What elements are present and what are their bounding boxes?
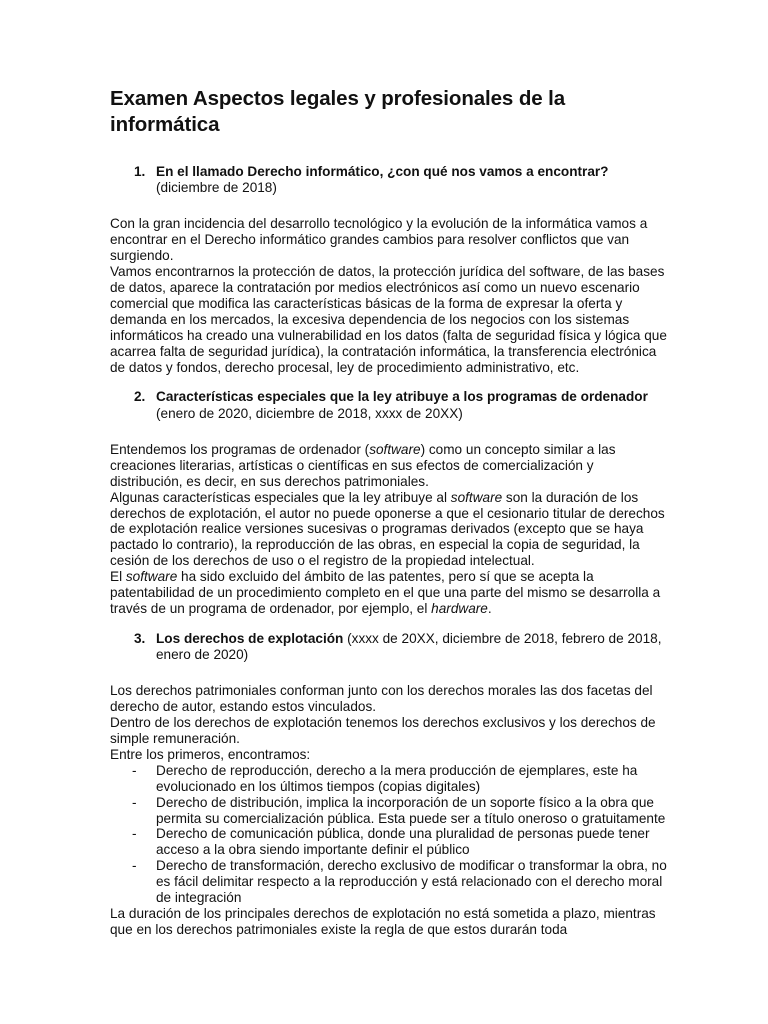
answer-paragraph: Con la gran incidencia del desarrollo tecnológico y la evolución de la informática vamos a encontrar en el Derecho informático grandes cambios para resolver conflictos que van surgiendo. <box>110 216 648 264</box>
question-title: Características especiales que la ley atribuye a los programas de ordenador <box>156 389 648 405</box>
question-body <box>156 389 668 421</box>
text-run: . <box>487 600 492 616</box>
question-1 <box>134 164 668 196</box>
text-run: ) como un concepto similar a las creaciones literarias, artísticas o científicas en sus efectos de comercialización y distribución, es decir, en sus derechos patrimoniales. <box>110 441 616 489</box>
question-3 <box>134 631 668 663</box>
dash-bullet: - <box>132 826 137 842</box>
text-run: son la duración de los derechos de explotación, el autor no puede oponerse a que el cesionario titular de derechos de explotación realice versiones sucesivas o programas derivados (excepto que se haya pactado lo contrario), la reproducción de las obras, en especial la copia de seguridad, la cesión de los derechos de uso o el registro de la propiedad intelectual. <box>110 489 665 569</box>
list-item-text: Derecho de transformación, derecho exclusivo de modificar o transformar la obra, no es fácil delimitar respecto a la reproducción y está relacionado con el derecho moral de integración <box>156 858 667 906</box>
answer-paragraph: Entre los primeros, encontramos: <box>110 746 311 762</box>
dash-bullet: - <box>132 794 137 810</box>
spacer <box>110 617 668 631</box>
question-number: 2. <box>134 389 146 405</box>
question-body <box>156 164 668 196</box>
italic-term: software <box>450 489 503 505</box>
list-item <box>110 858 668 906</box>
list-item-text: Derecho de distribución, implica la incorporación de un soporte físico a la obra que permita su comercialización pública. Esta puede ser a título oneroso o gratuitamente <box>156 794 666 826</box>
spacer <box>110 422 668 442</box>
answer-paragraph: Los derechos patrimoniales conforman junto con los derechos morales las dos facetas del derecho de autor, estando estos vinculados. <box>110 683 653 715</box>
list-item-text: Derecho de comunicación pública, donde una pluralidad de personas puede tener acceso a la obra siendo importante definir el público <box>156 826 650 858</box>
list-item <box>110 795 668 827</box>
text-run: ha sido excluido del ámbito de las patentes, pero sí que se acepta la patentabilidad de un procedimiento completo en el que una parte del mismo se desarrolla a través de un programa de ordenador, por ejemplo, el <box>110 569 661 616</box>
question-dates: (enero de 2020, diciembre de 2018, xxxx de 20XX) <box>156 405 463 421</box>
question-number: 3. <box>134 630 146 646</box>
answer-paragraph <box>110 569 668 617</box>
question-number: 1. <box>134 164 146 179</box>
rights-list <box>110 763 668 906</box>
text-run: Entendemos los programas de ordenador ( <box>110 441 370 457</box>
list-item <box>110 826 668 858</box>
question-title: Los derechos de explotación <box>156 630 344 646</box>
question-title: En el llamado Derecho informático, ¿con qué nos vamos a encontrar? <box>156 164 609 179</box>
italic-term: software <box>369 441 421 457</box>
question-dates: (diciembre de 2018) <box>156 180 277 196</box>
spacer <box>110 663 668 683</box>
dash-bullet: - <box>132 858 137 874</box>
dash-bullet: - <box>132 762 137 778</box>
text-run: Algunas características especiales que la ley atribuye al <box>110 489 451 505</box>
question-2 <box>134 389 668 421</box>
document-title: Examen Aspectos legales y profesionales de la informática <box>110 87 566 136</box>
answer-paragraph <box>110 490 668 570</box>
italic-term: hardware <box>431 600 488 616</box>
answer-paragraph <box>110 442 668 490</box>
italic-term: software <box>125 569 178 585</box>
answer-paragraph: Dentro de los derechos de explotación tenemos los derechos exclusivos y los derechos de simple remuneración. <box>110 715 656 746</box>
text-run: El <box>110 569 126 585</box>
spacer <box>110 375 668 389</box>
question-body <box>156 631 668 663</box>
answer-paragraph: La duración de los principales derechos de explotación no está sometida a plazo, mientras que en los derechos patrimoniales existe la regla de que estos durarán toda <box>110 905 656 937</box>
question-dates: (xxxx de 20XX, diciembre de 2018, febrero de 2018, enero de 2020) <box>156 630 662 663</box>
answer-paragraph: Vamos encontrarnos la protección de datos, la protección jurídica del software, de las bases de datos, aparece la contratación por medios electrónicos así como un nuevo escenario comercial que modifica las características básicas de la forma de expresar la oferta y demanda en los mercados, la excesiva dependencia de los negocios con los sistemas informáticos ha creado una vulnerabilidad en los datos (falta de seguridad física y lógica que acarrea falta de seguridad jurídica), la contratación informática, la transferencia electrónica de datos y fondos, derecho procesal, ley de procedimiento administrativo, etc. <box>110 264 667 375</box>
list-item <box>110 763 668 795</box>
list-item-text: Derecho de reproducción, derecho a la mera producción de ejemplares, este ha evolucionado en los últimos tiempos (copias digitales) <box>156 762 638 794</box>
spacer <box>110 196 668 216</box>
